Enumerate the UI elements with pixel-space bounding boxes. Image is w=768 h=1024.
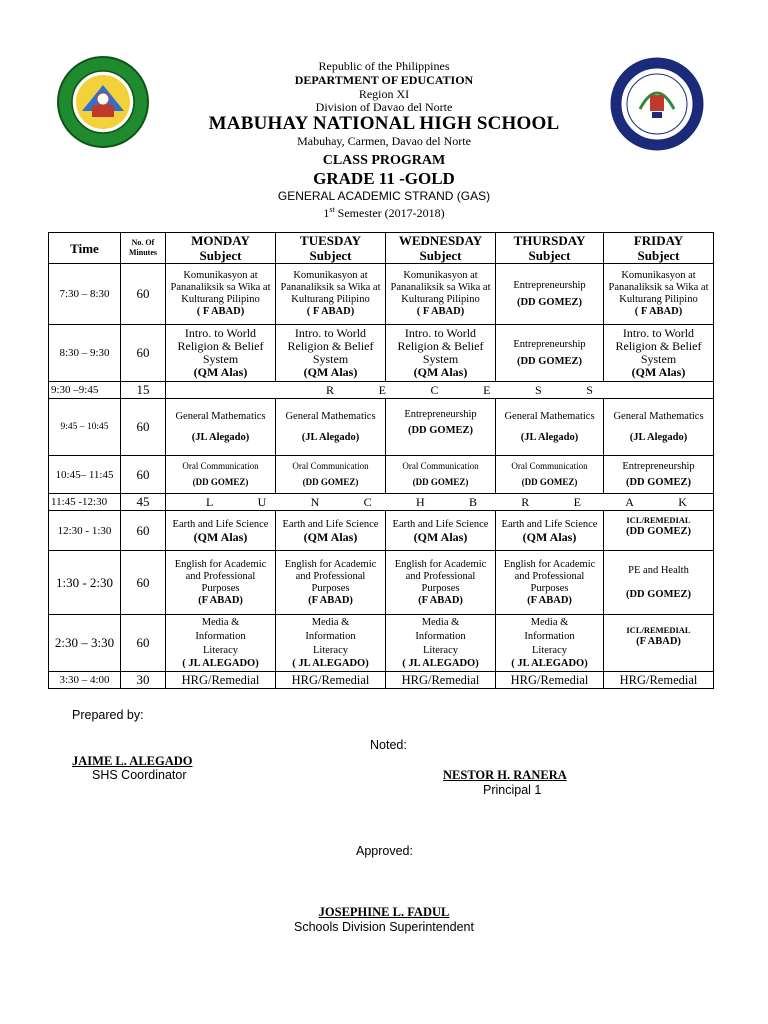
strand-line: GENERAL ACADEMIC STRAND (GAS) [277, 189, 491, 203]
region-line: Region XI [358, 87, 410, 101]
time-cell: 9:30 –9:45 [49, 382, 121, 399]
superintendent-title: Schools Division Superintendent [294, 920, 474, 934]
subject-cell: HRG/Remedial [604, 672, 714, 689]
department-line: DEPARTMENT OF EDUCATION [294, 73, 474, 87]
wednesday-header: WEDNESDAY Subject [386, 233, 496, 264]
subject-cell: Oral Communication (DD GOMEZ) [166, 456, 276, 494]
subject-cell: Intro. to World Religion & Belief System (QM Alas) [604, 325, 714, 382]
minutes-header: No. Of Minutes [121, 233, 166, 264]
thursday-header: THURSDAY Subject [496, 233, 604, 264]
subject-cell: Entrepreneurship (DD GOMEZ) [386, 399, 496, 456]
recess-cell: R E C E S S [166, 382, 714, 399]
superintendent-name: JOSEPHINE L. FADUL [318, 905, 450, 919]
tuesday-header: TUESDAY Subject [276, 233, 386, 264]
time-cell: 7:30 – 8:30 [49, 264, 121, 325]
time-cell: 11:45 -12:30 [49, 494, 121, 511]
time-header: Time [49, 233, 121, 264]
subject-cell: Komunikasyon at Pananaliksik sa Wika at Kulturang Pilipino ( F ABAD) [166, 264, 276, 325]
subject-cell: PE and Health (DD GOMEZ) [604, 551, 714, 615]
time-cell: 8:30 – 9:30 [49, 325, 121, 382]
subject-cell: HRG/Remedial [276, 672, 386, 689]
subject-cell: Media & Information Literacy ( JL ALEGADO) [496, 615, 604, 672]
table-row [49, 264, 714, 325]
subject-cell: Oral Communication (DD GOMEZ) [276, 456, 386, 494]
table-row [49, 615, 714, 672]
subject-cell: HRG/Remedial [386, 672, 496, 689]
subject-cell: Earth and Life Science (QM Alas) [166, 511, 276, 551]
subject-cell: Oral Communication (DD GOMEZ) [496, 456, 604, 494]
subject-cell: General Mathematics (JL Alegado) [276, 399, 386, 456]
table-row [49, 456, 714, 494]
minutes-cell: 45 [121, 494, 166, 511]
noted-label: Noted: [370, 738, 407, 752]
friday-header: FRIDAY Subject [604, 233, 714, 264]
approved-label: Approved: [356, 844, 413, 858]
coordinator-title: SHS Coordinator [92, 768, 187, 782]
time-cell: 12:30 - 1:30 [49, 511, 121, 551]
table-row [49, 511, 714, 551]
subject-cell: ICL/REMEDIAL (F ABAD) [604, 615, 714, 672]
table-row [49, 399, 714, 456]
subject-cell: Media & Information Literacy ( JL ALEGADO) [276, 615, 386, 672]
time-cell: 2:30 – 3:30 [49, 615, 121, 672]
subject-cell: Komunikasyon at Pananaliksik sa Wika at Kulturang Pilipino ( F ABAD) [276, 264, 386, 325]
table-row [49, 382, 714, 399]
minutes-cell: 60 [121, 615, 166, 672]
principal-name: NESTOR H. RANERA [443, 768, 567, 782]
subject-cell: Media & Information Literacy ( JL ALEGADO) [386, 615, 496, 672]
time-cell: 9:45 – 10:45 [49, 399, 121, 456]
coordinator-name: JAIME L. ALEGADO [72, 754, 193, 768]
subject-cell: HRG/Remedial [496, 672, 604, 689]
minutes-cell: 60 [121, 264, 166, 325]
time-cell: 10:45– 11:45 [49, 456, 121, 494]
subject-cell: Earth and Life Science (QM Alas) [386, 511, 496, 551]
monday-header: MONDAY Subject [166, 233, 276, 264]
subject-cell: General Mathematics (JL Alegado) [604, 399, 714, 456]
subject-cell: English for Academic and Professional Purposes (F ABAD) [166, 551, 276, 615]
principal-title: Principal 1 [483, 783, 542, 797]
time-cell: 3:30 – 4:00 [49, 672, 121, 689]
subject-cell: Media & Information Literacy ( JL ALEGADO) [166, 615, 276, 672]
subject-cell: Intro. to World Religion & Belief System (QM Alas) [166, 325, 276, 382]
school-name: MABUHAY NATIONAL HIGH SCHOOL [208, 113, 560, 134]
time-cell: 1:30 - 2:30 [49, 551, 121, 615]
division-line: Division of Davao del Norte [315, 100, 453, 114]
subject-cell: General Mathematics (JL Alegado) [166, 399, 276, 456]
republic-line: Republic of the Philippines [318, 59, 450, 73]
subject-cell: Komunikasyon at Pananaliksik sa Wika at Kulturang Pilipino ( F ABAD) [604, 264, 714, 325]
prepared-by-label: Prepared by: [72, 708, 144, 722]
subject-cell: Earth and Life Science (QM Alas) [496, 511, 604, 551]
subject-cell: Intro. to World Religion & Belief System (QM Alas) [276, 325, 386, 382]
subject-cell: Entrepreneurship (DD GOMEZ) [604, 456, 714, 494]
class-program-title: CLASS PROGRAM [322, 153, 446, 168]
class-schedule-table [48, 232, 714, 689]
minutes-cell: 60 [121, 325, 166, 382]
minutes-cell: 30 [121, 672, 166, 689]
minutes-cell: 60 [121, 551, 166, 615]
subject-cell: Oral Communication (DD GOMEZ) [386, 456, 496, 494]
subject-cell: English for Academic and Professional Purposes (F ABAD) [386, 551, 496, 615]
lunch-break-cell: L U N C H B R E A K [166, 494, 714, 511]
subject-cell: HRG/Remedial [166, 672, 276, 689]
table-row [49, 494, 714, 511]
semester-line: 1st Semester (2017-2018) [323, 205, 445, 220]
table-row [49, 325, 714, 382]
minutes-cell: 60 [121, 511, 166, 551]
subject-cell: Earth and Life Science (QM Alas) [276, 511, 386, 551]
school-address: Mabuhay, Carmen, Davao del Norte [297, 134, 471, 148]
subject-cell: ICL/REMEDIAL (DD GOMEZ) [604, 511, 714, 551]
subject-cell: General Mathematics (JL Alegado) [496, 399, 604, 456]
subject-cell: Komunikasyon at Pananaliksik sa Wika at Kulturang Pilipino ( F ABAD) [386, 264, 496, 325]
table-row [49, 551, 714, 615]
minutes-cell: 60 [121, 456, 166, 494]
minutes-cell: 15 [121, 382, 166, 399]
header-row [49, 233, 714, 264]
subject-cell: Intro. to World Religion & Belief System (QM Alas) [386, 325, 496, 382]
grade-section-title: GRADE 11 -GOLD [313, 169, 455, 188]
minutes-cell: 60 [121, 399, 166, 456]
subject-cell: English for Academic and Professional Purposes (F ABAD) [496, 551, 604, 615]
table-row [49, 672, 714, 689]
subject-cell: Entrepreneurship (DD GOMEZ) [496, 264, 604, 325]
subject-cell: Entrepreneurship (DD GOMEZ) [496, 325, 604, 382]
subject-cell: English for Academic and Professional Purposes (F ABAD) [276, 551, 386, 615]
